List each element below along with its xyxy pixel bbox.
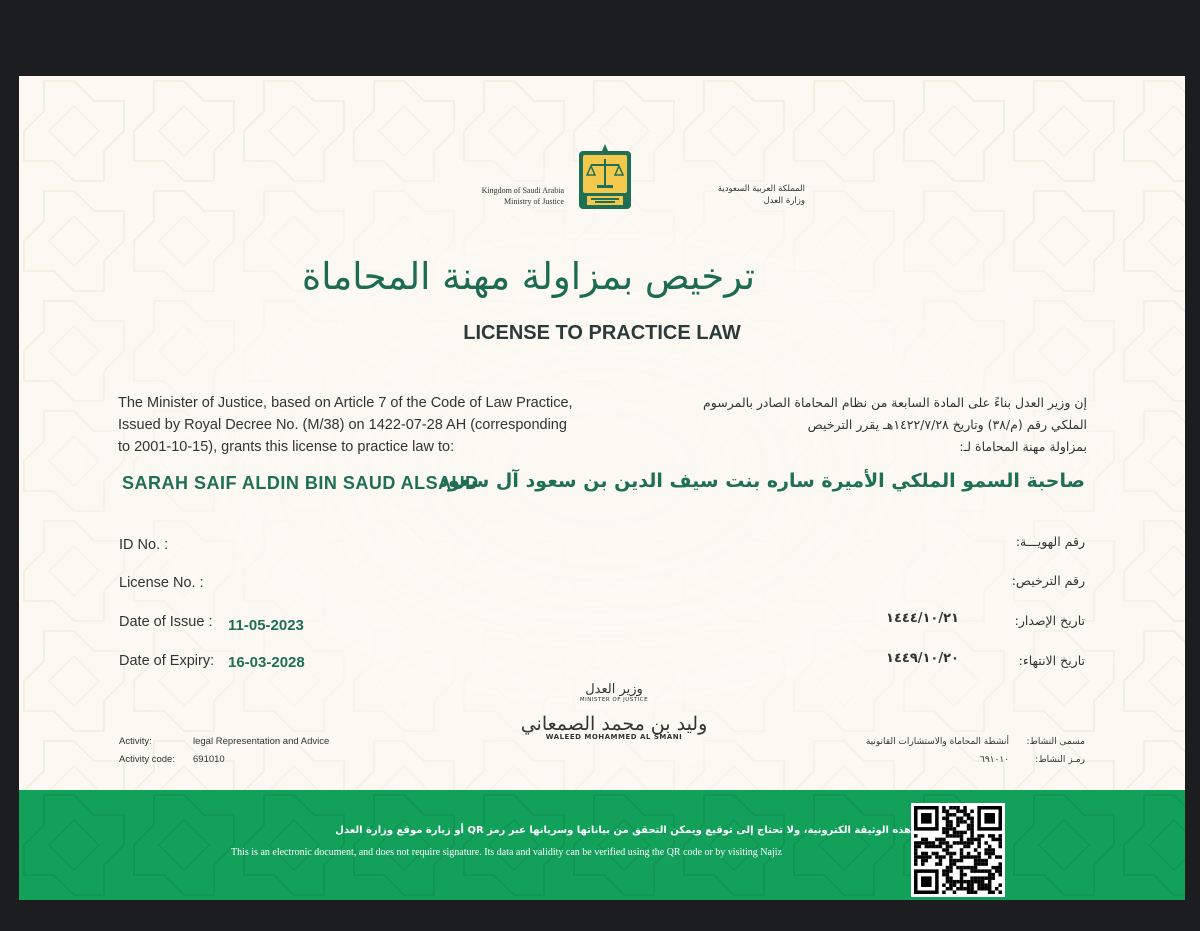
footer-note-en: This is an electronic document, and does not require signature. Its data and validity can be verified using the QR code or by visiting Najiz [231,847,782,858]
id-label: ID No. : [119,537,169,553]
issue-date-label-ar: تاريخ الإصدار: [1014,613,1085,628]
license-label: License No. : [119,575,204,591]
intro-text-en: The Minister of Justice, based on Article 7 of the Code of Law Practice, Issued by Royal Decree No. (M/38) on 1422-07-28 AH (corresponding to 2001-10-15), grants this license to practice law to: [118,395,573,455]
qr-code[interactable] [911,803,1005,897]
activity-label-ar: مسمى النشاط: [1026,737,1085,747]
activity-value-ar: أنشطة المحاماة والاستشارات القانونية [865,737,1009,747]
holder-name-ar: صاحبة السمو الملكي الأميرة ساره بنت سيف الدين بن سعود آل سعود [438,470,1085,492]
activity-code-label-ar: رمـز النشاط: [1035,755,1085,765]
minister-title-ar: وزير العدل [585,682,643,697]
id-label-ar: رقم الهويـــة: [1015,534,1085,549]
title-arabic: ترخيص بمزاولة مهنة المحاماة [301,255,755,298]
activity-code-value-ar: ٦٩١٠١٠ [979,755,1009,765]
title-english: LICENSE TO PRACTICE LAW [463,322,741,344]
issue-date-value-ar: ١٤٤٤/١٠/٢١ [886,611,959,626]
minister-name-en: WALEED MOHAMMED AL SMANI [545,733,683,741]
footer-pattern [19,790,1185,900]
minister-signature: وليد بن محمد الصمعاني [520,713,708,735]
minister-signature-block [499,682,729,741]
expiry-date-value: 16-03-2028 [228,654,305,671]
ministry-name-en: Kingdom of Saudi Arabia Ministry of Justice [481,186,564,206]
footer-band [19,790,1185,900]
intro-text-ar: إن وزير العدل بناءً على المادة السابعة من نظام المحاماة الصادر بالمرسوم الملكي رقم (م/٣٨) وتاريخ ١٤٢٢/٧/٢٨هـ يقرر الترخيص بمزاولة مهنة المحاماة لـ: [703,395,1087,454]
activity-value: legal Representation and Advice [193,736,330,747]
ministry-emblem-icon [575,141,635,213]
issue-date-label: Date of Issue : [119,614,213,630]
qr-code-icon [914,806,1002,894]
holder-name-en: SARAH SAIF ALDIN BIN SAUD ALSAUD [122,473,479,493]
activity-code-label: Activity code: [119,754,175,765]
footer-note-ar: هذه الوثيقة الكترونية، ولا تحتاج إلى توقيع ويمكن التحقق من بياناتها وسريانها عبر رمز QR أو زيارة موقع وزارة العدل [335,825,911,836]
activity-label: Activity: [119,736,152,747]
ministry-name-ar: المملكة العربية السعودية وزارة العدل [717,184,805,206]
minister-title-en: MINISTER OF JUSTICE [579,697,649,703]
expiry-date-label-ar: تاريخ الانتهاء: [1018,653,1085,668]
expiry-date-value-ar: ١٤٤٩/١٠/٢٠ [886,651,959,666]
license-document [19,76,1185,900]
expiry-date-label: Date of Expiry: [119,653,215,669]
issue-date-value: 11-05-2023 [228,617,304,634]
license-label-ar: رقم الترخيص: [1011,573,1085,588]
activity-code-value: 691010 [193,754,225,765]
